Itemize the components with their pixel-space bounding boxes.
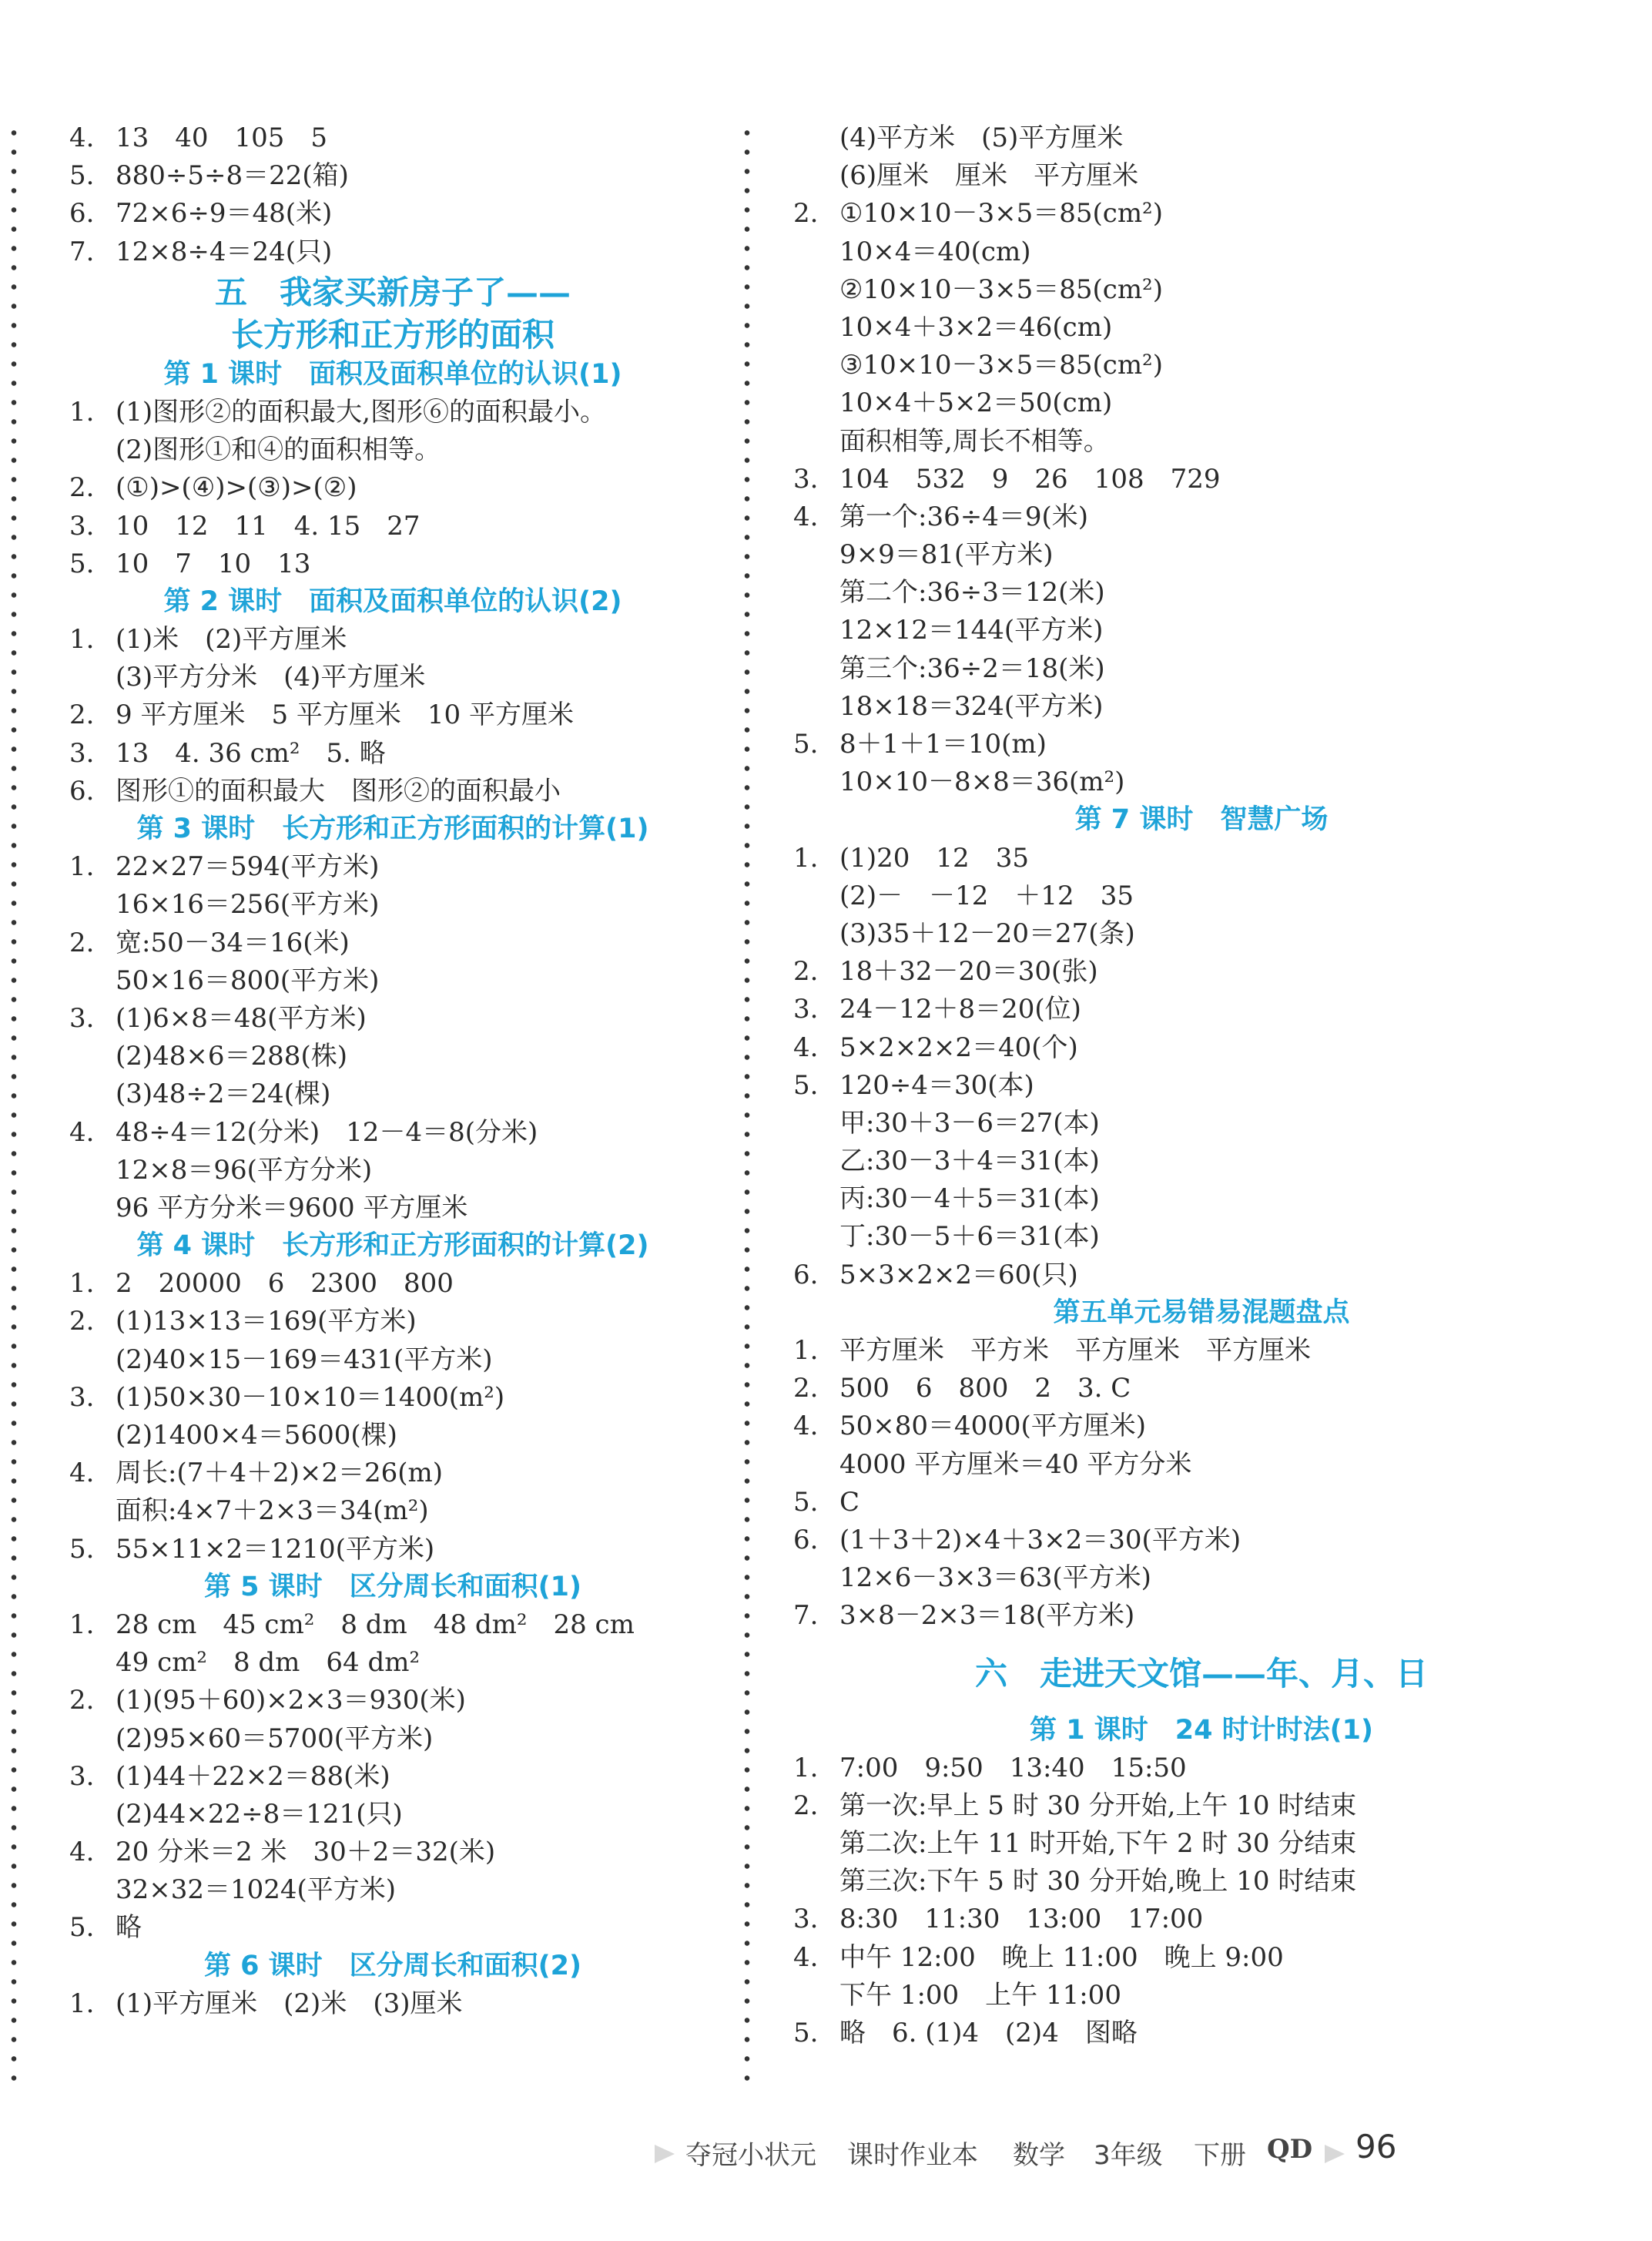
item-text: 第一次:早上 5 时 30 分开始,上午 10 时结束: [839, 1790, 1357, 1821]
item-text: 500 6 800 2 3. C: [839, 1373, 1131, 1404]
answer-continuation: [786, 763, 1617, 801]
item-number: 6.: [69, 198, 95, 230]
answer-item: [786, 1900, 1617, 1938]
item-number: 3.: [69, 1760, 95, 1792]
item-text: 12×12＝144(平方米): [839, 615, 1104, 646]
answer-item: [62, 1758, 724, 1796]
item-number: 7.: [69, 236, 95, 267]
answer-item: [786, 991, 1617, 1028]
item-number: 3.: [69, 510, 95, 542]
answer-item: [62, 1833, 724, 1871]
answer-item: [62, 1682, 724, 1719]
page-footer: [655, 2126, 1425, 2180]
item-text: 880÷5÷8＝22(箱): [116, 160, 349, 192]
answer-continuation: [786, 1977, 1617, 2015]
item-text: (4)平方米 (5)平方厘米: [839, 122, 1124, 153]
answer-item: [786, 1939, 1617, 1977]
item-text: 甲:30＋3－6＝27(本): [839, 1107, 1100, 1139]
lesson-heading: [786, 801, 1617, 839]
answer-continuation: [62, 886, 724, 924]
item-text: 12×8＝96(平方分米): [116, 1154, 373, 1186]
item-number: 4.: [69, 1458, 95, 1489]
answer-continuation: [786, 384, 1617, 422]
item-text: 13 4. 36 cm² 5. 略: [116, 737, 386, 769]
answer-item: [786, 1597, 1617, 1635]
item-text: (1)(95＋60)×2×3＝930(米): [116, 1685, 466, 1716]
item-text: 面积相等,周长不相等。: [839, 425, 1110, 457]
answer-item: [786, 1029, 1617, 1067]
item-number: 1.: [69, 851, 95, 883]
item-text: 28 cm 45 cm² 8 dm 48 dm² 28 cm: [116, 1609, 635, 1640]
answer-continuation: [786, 1142, 1617, 1180]
item-text: 2 20000 6 2300 800: [116, 1268, 454, 1300]
lesson-title: 第 2 课时 面积及面积单位的认识(2): [163, 585, 622, 617]
right-column: [786, 119, 1617, 2052]
answer-continuation: [786, 157, 1617, 195]
answer-item: [62, 1909, 724, 1947]
answer-continuation: [786, 1180, 1617, 1218]
item-text: (1)图形②的面积最大,图形⑥的面积最小。: [116, 396, 606, 428]
answer-continuation: [786, 574, 1617, 612]
answer-item: [62, 924, 724, 962]
item-number: 4.: [793, 1411, 819, 1442]
answer-item: [62, 773, 724, 810]
answer-continuation: [62, 1417, 724, 1454]
answer-continuation: [786, 271, 1617, 309]
item-text: 第二个:36÷3＝12(米): [839, 577, 1105, 609]
answer-item: [62, 469, 724, 507]
answer-item: [62, 1379, 724, 1417]
item-text: 50×80＝4000(平方厘米): [839, 1411, 1147, 1442]
lesson-heading: [62, 1947, 724, 1985]
answer-item: [62, 1303, 724, 1340]
answer-continuation: [62, 1720, 724, 1758]
page-number: 96: [1355, 2128, 1397, 2166]
unit-heading: [62, 314, 724, 356]
answer-continuation: [62, 1038, 724, 1075]
item-text: 3×8－2×3＝18(平方米): [839, 1600, 1135, 1632]
footer-book: 课时作业本: [847, 2140, 978, 2171]
footer-volume: 下册: [1194, 2140, 1246, 2171]
item-number: 1.: [69, 624, 95, 656]
item-text: (3)35＋12－20＝27(条): [839, 918, 1135, 949]
item-text: 平方厘米 平方米 平方厘米 平方厘米: [839, 1335, 1311, 1366]
item-text: 第三次:下午 5 时 30 分开始,晚上 10 时结束: [839, 1866, 1357, 1897]
item-text: 10×4＋5×2＝50(cm): [839, 387, 1113, 419]
item-text: 9 平方厘米 5 平方厘米 10 平方厘米: [116, 699, 574, 731]
item-text: 8:30 11:30 13:00 17:00: [839, 1904, 1204, 1935]
footer-grade: 3年级: [1094, 2140, 1163, 2171]
item-number: 1.: [793, 1335, 819, 1366]
answer-continuation: [62, 1492, 724, 1530]
answer-continuation: [786, 1825, 1617, 1863]
item-text: 乙:30－3＋4＝31(本): [839, 1146, 1100, 1177]
lesson-heading: [786, 1712, 1617, 1750]
spacer: [786, 1635, 1617, 1652]
item-text: 中午 12:00 晚上 11:00 晚上 9:00: [839, 1941, 1284, 1973]
item-number: 1.: [69, 1609, 95, 1640]
item-text: 8＋1＋1＝10(m): [839, 729, 1047, 760]
answer-continuation: [786, 688, 1617, 726]
answer-item: [786, 840, 1617, 877]
item-text: C: [839, 1486, 860, 1518]
item-text: 5×3×2×2＝60(只): [839, 1259, 1078, 1290]
item-number: 5.: [793, 1486, 819, 1518]
item-number: 4.: [793, 501, 819, 532]
answer-item: [62, 1606, 724, 1644]
left-margin-dots: [11, 123, 17, 2084]
item-text: (3)48÷2＝24(棵): [116, 1079, 331, 1110]
footer-arrow-left: [655, 2145, 675, 2163]
center-divider-dots: [744, 123, 750, 2084]
answer-item: [786, 1750, 1617, 1787]
answer-continuation: [786, 1446, 1617, 1484]
lesson-heading: [786, 1294, 1617, 1332]
item-number: 5.: [69, 1533, 95, 1565]
lesson-title: 第 7 课时 智慧广场: [1074, 804, 1329, 836]
item-number: 4.: [793, 1032, 819, 1063]
item-number: 2.: [793, 198, 819, 230]
item-text: (2)48×6＝288(株): [116, 1041, 347, 1072]
footer-arrow-right: [1325, 2145, 1345, 2163]
item-number: 1.: [793, 1752, 819, 1783]
lesson-heading: [62, 1568, 724, 1606]
item-text: 50×16＝800(平方米): [116, 965, 380, 996]
item-text: 22×27＝594(平方米): [116, 851, 380, 883]
item-text: 9×9＝81(平方米): [839, 539, 1054, 571]
answer-item: [786, 1067, 1617, 1105]
item-text: 20 分米＝2 米 30＋2＝32(米): [116, 1837, 496, 1868]
item-number: 3.: [69, 737, 95, 769]
answer-continuation: [786, 233, 1617, 271]
lesson-title: 第五单元易错易混题盘点: [1053, 1297, 1350, 1328]
item-text: 丁:30－5＋6＝31(本): [839, 1221, 1100, 1253]
item-text: 32×32＝1024(平方米): [116, 1874, 397, 1906]
item-text: 120÷4＝30(本): [839, 1069, 1034, 1101]
answer-continuation: [62, 1075, 724, 1113]
answer-item: [786, 1787, 1617, 1825]
item-text: 10 7 10 13: [116, 548, 311, 579]
answer-continuation: [786, 650, 1617, 688]
item-text: (3)平方分米 (4)平方厘米: [116, 662, 426, 693]
item-number: 4.: [69, 1116, 95, 1148]
item-text: 第二次:上午 11 时开始,下午 2 时 30 分结束: [839, 1828, 1357, 1860]
item-text: 宽:50－34＝16(米): [116, 927, 350, 958]
item-text: 24－12＋8＝20(位): [839, 994, 1081, 1025]
answer-continuation: [786, 1863, 1617, 1900]
item-text: 周长:(7＋4＋2)×2＝26(m): [116, 1458, 444, 1489]
item-text: 10 12 11 4. 15 27: [116, 510, 421, 542]
item-number: 2.: [69, 927, 95, 958]
footer-series: 夺冠小状元: [685, 2140, 816, 2171]
item-text: 13 40 105 5: [116, 122, 328, 153]
footer-subject: 数学: [1013, 2140, 1065, 2171]
item-number: 5.: [793, 729, 819, 760]
answer-item: [786, 726, 1617, 763]
answer-continuation: [786, 915, 1617, 953]
answer-item: [786, 195, 1617, 233]
item-text: (1＋3＋2)×4＋3×2＝30(平方米): [839, 1524, 1242, 1555]
item-number: 3.: [793, 1904, 819, 1935]
answer-item: [62, 1454, 724, 1492]
answer-item: [62, 1000, 724, 1038]
item-number: 2.: [69, 1685, 95, 1716]
spacer: [786, 1695, 1617, 1712]
unit-title: 长方形和正方形的面积: [230, 315, 555, 354]
lesson-title: 第 5 课时 区分周长和面积(1): [203, 1571, 582, 1602]
left-column: [62, 119, 724, 2023]
item-text: 18＋32－20＝30(张): [839, 956, 1098, 988]
item-text: 16×16＝256(平方米): [116, 889, 380, 921]
answer-item: [786, 1370, 1617, 1407]
answer-item: [62, 157, 724, 195]
answer-continuation: [786, 1105, 1617, 1142]
item-text: 12×8÷4＝24(只): [116, 236, 333, 267]
item-text: 72×6÷9＝48(米): [116, 198, 333, 230]
item-text: 4000 平方厘米＝40 平方分米: [839, 1448, 1192, 1480]
item-text: (①)>(④)>(③)>(②): [116, 472, 357, 504]
answer-item: [62, 1265, 724, 1303]
item-text: 略 6. (1)4 (2)4 图略: [839, 2018, 1138, 2048]
item-text: (1)米 (2)平方厘米: [116, 624, 347, 656]
item-number: 1.: [69, 1268, 95, 1300]
item-text: 面积:4×7＋2×3＝34(m²): [116, 1495, 429, 1527]
item-number: 1.: [69, 1988, 95, 2019]
answer-continuation: [786, 1559, 1617, 1597]
answer-item: [786, 498, 1617, 536]
item-text: 55×11×2＝1210(平方米): [116, 1533, 435, 1565]
item-number: 2.: [793, 1790, 819, 1821]
item-number: 2.: [69, 1306, 95, 1337]
answer-item: [786, 1407, 1617, 1445]
lesson-title: 第 3 课时 长方形和正方形面积的计算(1): [136, 814, 649, 844]
lesson-title: 第 1 课时 24 时计时法(1): [1030, 1714, 1373, 1746]
item-number: 2.: [69, 699, 95, 731]
item-text: ②10×10－3×5＝85(cm²): [839, 273, 1163, 305]
answer-continuation: [62, 1796, 724, 1833]
item-text: (1)平方厘米 (2)米 (3)厘米: [116, 1988, 463, 2019]
item-text: ③10×10－3×5＝85(cm²): [839, 350, 1163, 381]
answer-item: [62, 394, 724, 431]
item-number: 6.: [69, 775, 95, 807]
item-text: (2)44×22÷8＝121(只): [116, 1798, 403, 1830]
lesson-heading: [62, 583, 724, 621]
item-text: 104 532 9 26 108 729: [839, 463, 1221, 495]
answer-continuation: [62, 1189, 724, 1227]
item-text: 5×2×2×2＝40(个): [839, 1032, 1078, 1063]
answer-continuation: [786, 612, 1617, 649]
item-text: 第一个:36÷4＝9(米): [839, 501, 1088, 532]
lesson-title: 第 6 课时 区分周长和面积(2): [203, 1950, 582, 1981]
item-number: 2.: [69, 472, 95, 504]
answer-continuation: [786, 1218, 1617, 1256]
answer-continuation: [62, 1871, 724, 1909]
item-text: (2)1400×4＝5600(棵): [116, 1420, 397, 1451]
answer-item: [786, 1332, 1617, 1370]
item-text: 49 cm² 8 dm 64 dm²: [116, 1647, 421, 1679]
item-text: 18×18＝324(平方米): [839, 690, 1104, 722]
item-text: (2)40×15－169＝431(平方米): [116, 1344, 493, 1375]
item-text: (2)－ －12 ＋12 35: [839, 880, 1134, 911]
answer-continuation: [62, 1644, 724, 1682]
answer-item: [786, 1521, 1617, 1559]
item-number: 3.: [69, 1002, 95, 1034]
item-text: 图形①的面积最大 图形②的面积最小: [116, 775, 561, 807]
answer-item: [62, 621, 724, 659]
answer-item: [62, 1114, 724, 1152]
answer-continuation: [62, 962, 724, 1000]
answer-item: [62, 508, 724, 545]
answer-item: [786, 1484, 1617, 1521]
item-text: (6)厘米 厘米 平方厘米: [839, 160, 1139, 192]
answer-continuation: [786, 119, 1617, 157]
answer-item: [62, 848, 724, 886]
item-number: 5.: [793, 1069, 819, 1101]
item-text: (1)6×8＝48(平方米): [116, 1002, 367, 1034]
answer-item: [62, 1531, 724, 1568]
item-number: 1.: [793, 842, 819, 874]
item-number: 1.: [69, 396, 95, 428]
item-text: (2)95×60＝5700(平方米): [116, 1723, 434, 1754]
item-text: ①10×10－3×5＝85(cm²): [839, 198, 1163, 230]
answer-continuation: [786, 423, 1617, 461]
item-text: 10×10－8×8＝36(m²): [839, 767, 1125, 798]
answer-continuation: [62, 431, 724, 469]
item-number: 5.: [69, 160, 95, 192]
item-text: 10×4＋3×2＝46(cm): [839, 311, 1113, 343]
answer-item: [62, 696, 724, 734]
item-text: 第三个:36÷2＝18(米): [839, 653, 1105, 684]
footer-edition: QD: [1267, 2134, 1313, 2165]
answer-continuation: [62, 1152, 724, 1189]
item-text: 10×4＝40(cm): [839, 236, 1031, 267]
lesson-title: 第 1 课时 面积及面积单位的认识(1): [163, 358, 622, 390]
item-number: 2.: [793, 956, 819, 988]
answer-item: [62, 233, 724, 271]
item-text: 丙:30－4＋5＝31(本): [839, 1183, 1100, 1215]
item-text: (1)44＋22×2＝88(米): [116, 1760, 390, 1792]
item-number: 6.: [793, 1259, 819, 1290]
answer-item: [786, 953, 1617, 991]
item-text: 略: [116, 1912, 142, 1944]
item-text: (1)50×30－10×10＝1400(m²): [116, 1381, 505, 1413]
item-text: 7:00 9:50 13:40 15:50: [839, 1752, 1187, 1783]
answer-item: [62, 545, 724, 583]
lesson-title: 第 4 课时 长方形和正方形面积的计算(2): [136, 1230, 649, 1262]
item-number: 4.: [69, 122, 95, 153]
item-number: 3.: [69, 1381, 95, 1413]
item-number: 5.: [793, 2018, 819, 2048]
answer-item: [786, 1256, 1617, 1294]
answer-item: [62, 735, 724, 773]
answer-continuation: [62, 659, 724, 696]
item-number: 6.: [793, 1524, 819, 1555]
item-number: 3.: [793, 994, 819, 1025]
answer-item: [786, 461, 1617, 498]
item-number: 4.: [69, 1837, 95, 1868]
item-number: 2.: [793, 1373, 819, 1404]
unit-title: 五 我家买新房子了——: [214, 273, 571, 311]
item-number: 4.: [793, 1941, 819, 1973]
item-text: 96 平方分米＝9600 平方厘米: [116, 1192, 468, 1223]
answer-continuation: [786, 309, 1617, 347]
item-number: 7.: [793, 1600, 819, 1632]
item-number: 5.: [69, 548, 95, 579]
answer-continuation: [62, 1341, 724, 1379]
unit-title: 六 走进天文馆——年、月、日: [974, 1654, 1428, 1692]
item-text: 48÷4＝12(分米) 12－4＝8(分米): [116, 1116, 538, 1148]
lesson-heading: [62, 356, 724, 394]
item-text: (1)20 12 35: [839, 842, 1029, 874]
answer-continuation: [786, 877, 1617, 915]
item-text: 12×6－3×3＝63(平方米): [839, 1562, 1151, 1594]
unit-heading: [786, 1652, 1617, 1695]
lesson-heading: [62, 1227, 724, 1265]
answer-continuation: [786, 536, 1617, 574]
item-text: 下午 1:00 上午 11:00: [839, 1979, 1121, 2011]
answer-continuation: [786, 347, 1617, 384]
lesson-heading: [62, 810, 724, 848]
item-text: (2)图形①和④的面积相等。: [116, 434, 441, 466]
item-text: (1)13×13＝169(平方米): [116, 1306, 417, 1337]
item-number: 5.: [69, 1912, 95, 1944]
answer-item: [786, 2015, 1617, 2052]
answer-item: [62, 195, 724, 233]
item-number: 3.: [793, 463, 819, 495]
answer-item: [62, 1985, 724, 2023]
unit-heading: [62, 271, 724, 314]
answer-item: [62, 119, 724, 157]
